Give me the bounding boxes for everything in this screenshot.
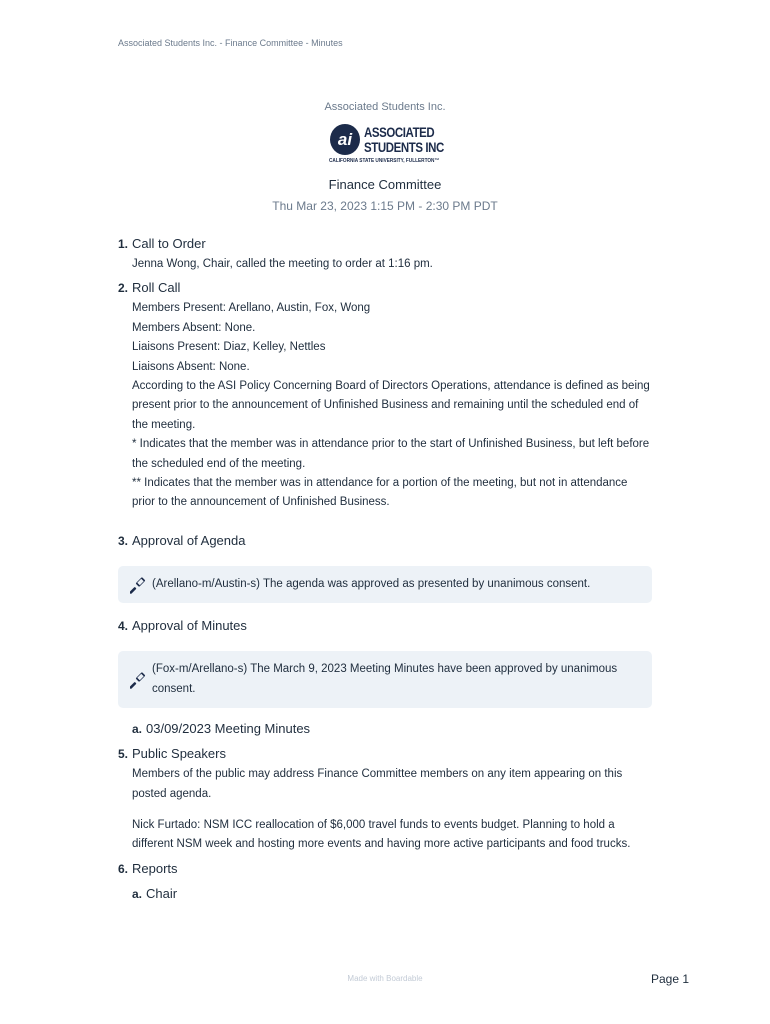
item-title: Roll Call bbox=[132, 280, 181, 296]
item-number: 6. bbox=[118, 861, 129, 876]
sub-item-number: a. bbox=[132, 886, 143, 901]
running-header: Associated Students Inc. - Finance Committee - Minutes bbox=[118, 38, 343, 48]
attendance-policy: According to the ASI Policy Concerning Board of Directors Operations, attendance is defined as being present prior to the announcement of Unfinished Business and remaining until the scheduled end of the meeting. bbox=[132, 380, 650, 431]
agenda-item-approval-of-minutes bbox=[118, 618, 652, 737]
sub-item-chair bbox=[132, 886, 652, 902]
sub-item-title: Chair bbox=[146, 885, 178, 901]
sub-item-meeting-minutes[interactable] bbox=[132, 721, 652, 737]
item-title: Call to Order bbox=[132, 236, 206, 251]
item-number: 5. bbox=[118, 747, 129, 762]
attendance-note-single: * Indicates that the member was in attendance prior to the start of Unfinished Business, but left before the scheduled end of the meeting. bbox=[132, 438, 650, 470]
logo-line-2: STUDENTS INC bbox=[364, 139, 444, 155]
agenda-item-call-to-order bbox=[118, 236, 652, 274]
members-present: Members Present: Arellano, Austin, Fox, Wong bbox=[132, 302, 371, 315]
item-title: Approval of Minutes bbox=[132, 618, 247, 634]
item-title: Public Speakers bbox=[132, 746, 226, 762]
logo-subtitle: CALIFORNIA STATE UNIVERSITY, FULLERTON™ bbox=[329, 158, 440, 164]
agenda-item-reports bbox=[118, 861, 652, 902]
sub-item-number: a. bbox=[132, 722, 143, 737]
meeting-date: Thu Mar 23, 2023 1:15 PM - 2:30 PM PDT bbox=[272, 199, 498, 213]
item-number: 3. bbox=[118, 533, 129, 548]
liaisons-present: Liaisons Present: Diaz, Kelley, Nettles bbox=[132, 341, 326, 354]
motion-text: (Arellano-m/Austin-s) The agenda was approved as presented by unanimous consent. bbox=[152, 577, 591, 590]
members-absent: Members Absent: None. bbox=[132, 321, 256, 334]
logo-line-1: ASSOCIATED bbox=[364, 124, 435, 140]
page-number: Page 1 bbox=[651, 972, 690, 986]
motion-box bbox=[118, 651, 652, 708]
item-number: 1. bbox=[118, 237, 129, 251]
motion-box bbox=[118, 566, 652, 603]
minutes-content bbox=[118, 236, 652, 902]
roll-call-body bbox=[132, 299, 652, 512]
agenda-item-public-speakers bbox=[118, 746, 652, 855]
credit-brand[interactable]: Boardable bbox=[386, 974, 423, 983]
item-title: Approval of Agenda bbox=[132, 532, 246, 548]
gavel-icon bbox=[130, 576, 148, 594]
item-number: 2. bbox=[118, 281, 129, 296]
organization-name: Associated Students Inc. bbox=[324, 101, 446, 113]
motion-text: (Fox-m/Arellano-s) The March 9, 2023 Meeting Minutes have been approved by unanimous consent. bbox=[152, 663, 618, 695]
sub-item-title[interactable]: 03/09/2023 Meeting Minutes bbox=[146, 721, 311, 737]
credit-prefix: Made with bbox=[347, 974, 384, 983]
speaker-comment: Nick Furtado: NSM ICC reallocation of $6,000 travel funds to events budget. Planning to hold a different NSM week and hosting more events and having more active participants and food trucks. bbox=[132, 818, 631, 851]
public-speakers-note: Members of the public may address Finance Committee members on any item appearing on this posted agenda. bbox=[132, 768, 623, 800]
committee-title: Finance Committee bbox=[328, 177, 442, 192]
asi-logo bbox=[328, 122, 444, 168]
attendance-note-double: ** Indicates that the member was in attendance for a portion of the meeting, but not in attendance prior to the announcement of Unfinished Business. bbox=[132, 477, 628, 509]
agenda-item-approval-of-agenda bbox=[118, 533, 652, 603]
liaisons-absent: Liaisons Absent: None. bbox=[132, 360, 250, 373]
agenda-item-roll-call bbox=[118, 280, 652, 512]
item-number: 4. bbox=[118, 619, 129, 634]
item-text: Jenna Wong, Chair, called the meeting to order at 1:16 pm. bbox=[132, 258, 433, 270]
item-title: Reports bbox=[132, 860, 178, 876]
logo-mark: ai bbox=[330, 124, 360, 155]
gavel-icon bbox=[130, 671, 148, 689]
